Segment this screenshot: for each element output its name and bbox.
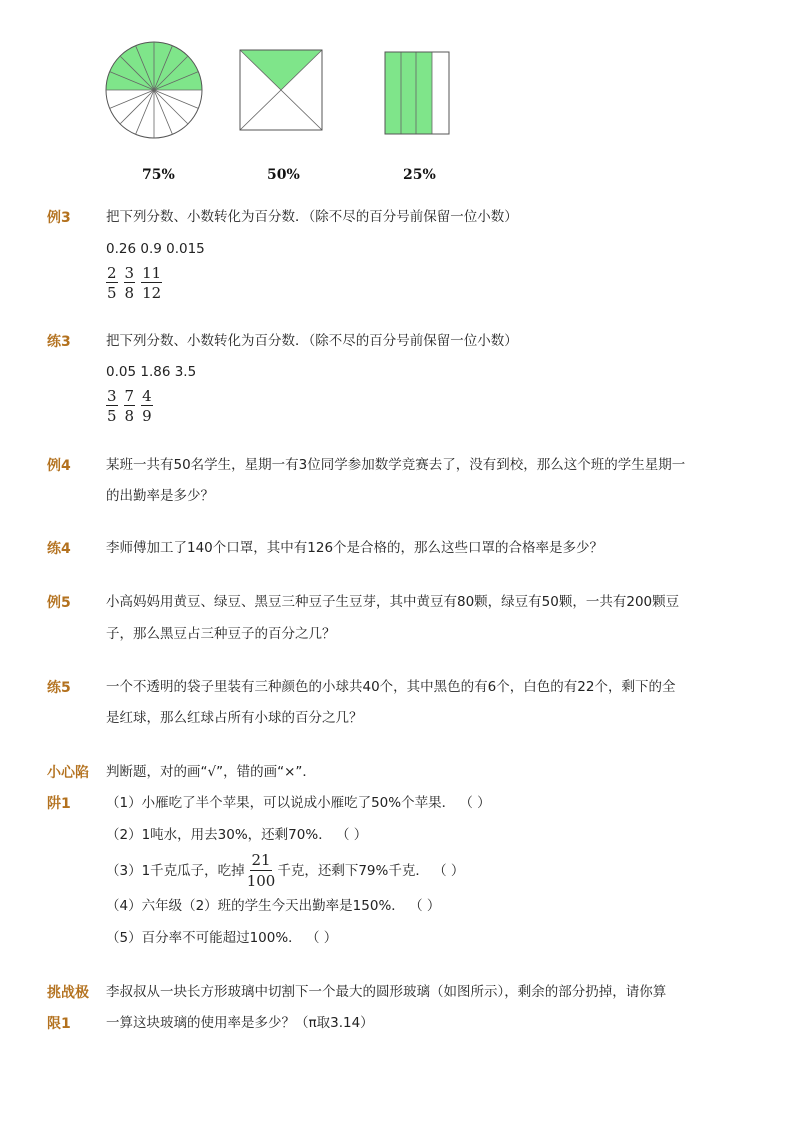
practice-3-instruction: 把下列分数、小数转化为百分数．（除不尽的百分号前保留一位小数） [106,333,518,349]
fraction: $\frac{7}{8}$ [124,387,135,425]
trap-1-intro: 判断题，对的画“√”，错的画“×”． [106,764,316,780]
practice-4-label: 练4 [47,541,71,557]
rectangle-figure [383,48,453,136]
example-5-text-line2: 子，那么黑豆占三种豆子的百分之几？ [106,626,336,642]
fraction: $\frac{21}{100}$ [246,851,276,890]
fraction: $\frac{4}{9}$ [142,387,152,425]
square-figure [238,48,326,134]
example-3-decimals: 0.26 0.9 0.015 [106,241,205,257]
fraction: $\frac{3}{5}$ [107,387,117,425]
circle-percent-label: 75% [142,167,175,183]
trap-1-label-line1: 小心陷 [47,765,89,781]
example-4-text-line1: 某班一共有50名学生，星期一有3位同学参加数学竞赛去了，没有到校，那么这个班的学生星期一 [106,457,686,473]
challenge-1-label-line2: 限1 [47,1016,71,1032]
rect-percent-label: 25% [403,167,436,183]
example-4-label: 例4 [47,458,71,474]
example-3-instruction: 把下列分数、小数转化为百分数．（除不尽的百分号前保留一位小数） [106,209,518,225]
example-5-label: 例5 [47,595,71,611]
practice-3-label: 练3 [47,334,71,350]
square-percent-label: 50% [267,167,300,183]
challenge-1-text-line2: 一算这块玻璃的使用率是多少？（π取3.14） [106,1015,374,1031]
practice-5-label: 练5 [47,680,71,696]
practice-5-text-line2: 是红球，那么红球占所有小球的百分之几？ [106,710,363,726]
trap-1-item-2: （2）1吨水，用去30%，还剩70%． （ ） [106,827,368,843]
example-4-text-line2: 的出勤率是多少？ [106,488,214,504]
challenge-1-label-line1: 挑战极 [47,985,89,1001]
trap-1-item-3 [106,851,464,891]
practice-4-text: 李师傅加工了140个口罩，其中有126个是合格的，那么这些口罩的合格率是多少？ [106,540,604,556]
fraction: $\frac{3}{8}$ [124,264,135,302]
example-3-fractions [106,265,168,301]
trap-1-item-5: （5）百分率不可能超过100%． （ ） [106,930,338,946]
trap-1-item-3-text-a: （3）1千克瓜子，吃掉 [106,863,245,879]
fraction: $\frac{2}{5}$ [107,264,117,302]
trap-1-item-3-text-b: 千克，还剩下79%千克． （ ） [277,863,465,879]
practice-3-fractions [106,388,159,424]
trap-1-item-4: （4）六年级（2）班的学生今天出勤率是150%． （ ） [106,898,441,914]
practice-3-decimals: 0.05 1.86 3.5 [106,364,197,380]
fraction: $\frac{11}{12}$ [142,264,162,302]
trap-1-label-line2: 阱1 [47,796,71,812]
pie-circle-figure [100,38,210,148]
practice-5-text-line1: 一个不透明的袋子里装有三种颜色的小球共40个，其中黑色的有6个，白色的有22个，剩下的全 [106,679,676,695]
trap-1-item-1: （1）小雁吃了半个苹果，可以说成小雁吃了50%个苹果． （ ） [106,795,491,811]
example-5-text-line1: 小高妈妈用黄豆、绿豆、黑豆三种豆子生豆芽，其中黄豆有80颗，绿豆有50颗，一共有200颗豆 [106,594,680,610]
example-3-label: 例3 [47,210,71,226]
challenge-1-text-line1: 李叔叔从一块长方形玻璃中切割下一个最大的圆形玻璃（如图所示），剩余的部分扔掉，请你算 [106,984,667,1000]
